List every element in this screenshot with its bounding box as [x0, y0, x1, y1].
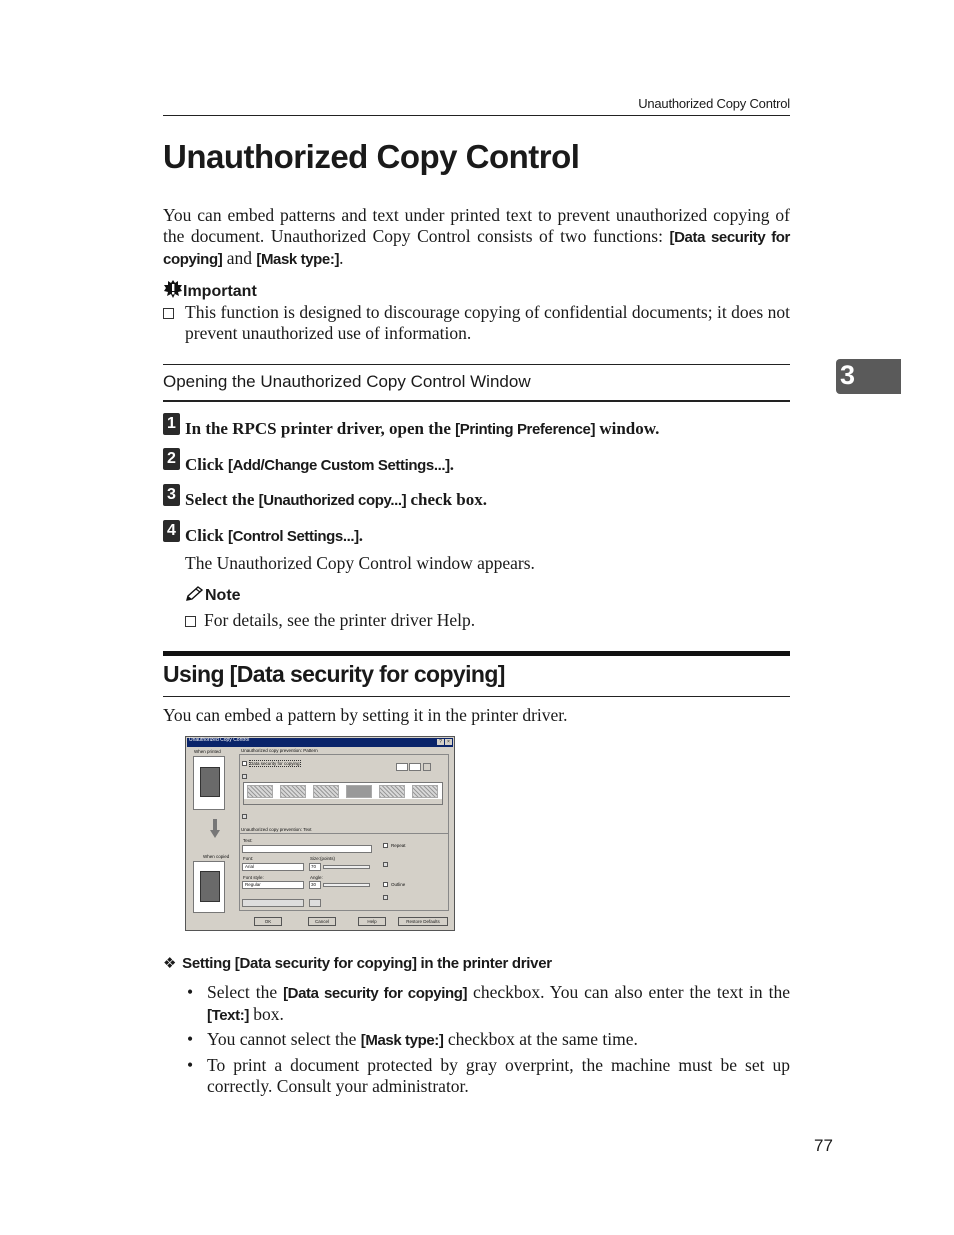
section-rule-bottom	[163, 696, 790, 697]
subheading: Opening the Unauthorized Copy Control Window	[163, 372, 531, 391]
ok-button: OK	[254, 917, 282, 926]
bullet-1-mid: checkbox. You can also enter the text in the	[467, 982, 791, 1002]
pattern-size-box	[409, 763, 421, 771]
note-heading	[185, 586, 241, 605]
pattern-group-label: Unauthorized copy prevention: Pattern	[241, 748, 318, 753]
font-style-label: Font style:	[243, 875, 264, 880]
bullet-1-post: box.	[248, 1004, 284, 1024]
step-number-3: 3	[163, 484, 180, 506]
disabled-checkbox	[383, 895, 388, 900]
note-label: Note	[205, 587, 241, 604]
pattern-swatch	[280, 785, 306, 798]
step-3-ui: [Unauthorized copy...]	[258, 492, 407, 509]
down-arrow-icon	[210, 819, 220, 839]
step-1-post: window.	[595, 419, 660, 438]
dialog-title-bar	[187, 738, 453, 747]
header-rule	[163, 115, 790, 116]
important-icon	[163, 279, 183, 299]
bullet-1-ui-2: [Text:]	[207, 1007, 249, 1024]
pattern-swatch	[412, 785, 438, 798]
gray-overprint-checkbox	[242, 814, 247, 819]
pattern-density-box	[396, 763, 408, 771]
step-number-4: 4	[163, 520, 180, 542]
pattern-swatch	[346, 785, 372, 798]
setting-heading-text: Setting [Data security for copying] in the printer driver	[182, 955, 552, 972]
outline-label: Outline	[391, 882, 406, 887]
step-1	[185, 419, 659, 439]
bullet-3-text: To print a document protected by gray overprint, the machine must be set up correctly. Consult your administrator.	[207, 1055, 790, 1096]
density-field	[309, 899, 321, 907]
close-icon: ×	[445, 739, 452, 745]
print-all-checkbox	[383, 862, 388, 867]
step-number-2: 2	[163, 448, 180, 470]
copied-page-icon	[200, 871, 220, 902]
font-style-value: Regular	[245, 882, 261, 887]
intro-text-3: .	[339, 248, 344, 268]
section-rule-top	[163, 651, 790, 656]
step-2-pre: Click	[185, 455, 228, 474]
size-value: 70	[311, 864, 317, 869]
bullet-dot: •	[187, 982, 194, 1002]
running-head: Unauthorized Copy Control	[638, 96, 790, 111]
chapter-tab	[836, 359, 901, 394]
data-security-checkbox	[242, 761, 247, 766]
text-field-label: Text:	[243, 838, 253, 843]
bullet-1-pre: Select the	[207, 982, 284, 1002]
help-icon: ?	[437, 739, 444, 745]
help-button: Help	[358, 917, 386, 926]
data-security-label: Data security for copying	[250, 761, 300, 766]
section-title: Using [Data security for copying]	[163, 661, 505, 687]
step-1-ui: [Printing Preference]	[455, 421, 596, 438]
copied-preview	[193, 861, 225, 913]
printed-preview	[193, 756, 225, 810]
page-title: Unauthorized Copy Control	[163, 138, 580, 175]
setting-heading	[163, 954, 552, 972]
step-4	[185, 526, 363, 546]
bullet-1-ui-1: [Data security for copying]	[283, 985, 468, 1002]
page-number: 77	[814, 1136, 833, 1155]
step-3	[185, 490, 487, 510]
subheading-rule-top	[163, 364, 790, 365]
section-intro: You can embed a pattern by setting it in the printer driver.	[163, 705, 568, 725]
step-4-post: .	[358, 526, 363, 545]
text-field	[242, 845, 372, 853]
step-4-ui: [Control Settings...]	[227, 528, 359, 545]
dialog-title: Unauthorized Copy Control	[189, 737, 250, 743]
important-item-text: This function is designed to discourage copying of confidential documents; it does not prevent unauthorized use of information.	[185, 302, 790, 343]
font-select	[242, 863, 304, 871]
checkbox-bullet-icon	[185, 616, 196, 627]
step-4-result: The Unauthorized Copy Control window appears.	[185, 553, 535, 573]
pattern-swatch	[313, 785, 339, 798]
bullet-dot: •	[187, 1055, 194, 1075]
subheading-rule-bottom	[163, 400, 790, 402]
repeat-checkbox	[383, 843, 388, 848]
font-style-select	[242, 881, 304, 889]
step-3-post: check box.	[406, 490, 487, 509]
color-select	[242, 899, 304, 907]
intro-text-2: and	[222, 248, 257, 268]
diamond-bullet-icon: ❖	[163, 955, 177, 972]
cancel-button: Cancel	[308, 917, 336, 926]
mask-type-checkbox	[242, 774, 247, 779]
text-group-label: Unauthorized copy prevention: Text	[241, 827, 312, 832]
important-item	[163, 302, 790, 343]
intro-ui-data-security: [Data security for copying]	[163, 229, 790, 268]
note-item-text: For details, see the printer driver Help.	[204, 610, 476, 630]
bullet-dot: •	[187, 1029, 194, 1049]
note-item	[185, 610, 790, 631]
bullet-2-pre: You cannot select the	[207, 1029, 361, 1049]
size-label: Size:(points)	[310, 856, 336, 861]
checkbox-bullet-icon	[163, 308, 174, 319]
size-field	[309, 863, 321, 871]
when-printed-label: When printed	[194, 749, 221, 754]
angle-value: 30	[311, 882, 317, 887]
important-label: Important	[183, 283, 257, 300]
important-heading	[163, 279, 257, 301]
dialog-screenshot	[185, 736, 455, 931]
pattern-swatch	[247, 785, 273, 798]
pattern-list	[243, 782, 443, 805]
when-copied-label: When copied	[203, 854, 230, 859]
font-value: Arial	[245, 864, 255, 869]
pattern-button	[423, 763, 431, 771]
step-4-pre: Click	[185, 526, 228, 545]
step-2-post: .	[449, 455, 454, 474]
repeat-label: Repeat	[391, 843, 406, 848]
printed-page-icon	[200, 767, 220, 797]
pattern-scrollbar	[244, 799, 442, 804]
size-slider	[323, 865, 370, 869]
bullet-2-text	[207, 1029, 790, 1051]
step-3-pre: Select the	[185, 490, 259, 509]
step-2	[185, 455, 454, 475]
angle-field	[309, 881, 321, 889]
intro-text-1: You can embed patterns and text under printed text to prevent unauthorized copying of the document. Unauthorized Copy Control consists of two functions:	[163, 205, 790, 246]
bullet-1-text	[207, 982, 790, 1026]
outline-checkbox	[383, 882, 388, 887]
step-number-1: 1	[163, 413, 180, 435]
intro-ui-mask-type: [Mask type:]	[256, 251, 340, 268]
intro-paragraph	[163, 205, 790, 270]
font-label: Font:	[243, 856, 254, 861]
angle-slider	[323, 883, 370, 887]
pencil-icon	[185, 586, 205, 602]
bullet-2-post: checkbox at the same time.	[443, 1029, 638, 1049]
step-1-pre: In the RPCS printer driver, open the	[185, 419, 456, 438]
pattern-swatch	[379, 785, 405, 798]
restore-defaults-button: Restore Defaults	[398, 917, 448, 926]
chapter-number: 3	[840, 360, 856, 390]
bullet-2-ui: [Mask type:]	[360, 1032, 444, 1049]
step-2-ui: [Add/Change Custom Settings...]	[227, 457, 450, 474]
angle-label: Angle:	[310, 875, 323, 880]
